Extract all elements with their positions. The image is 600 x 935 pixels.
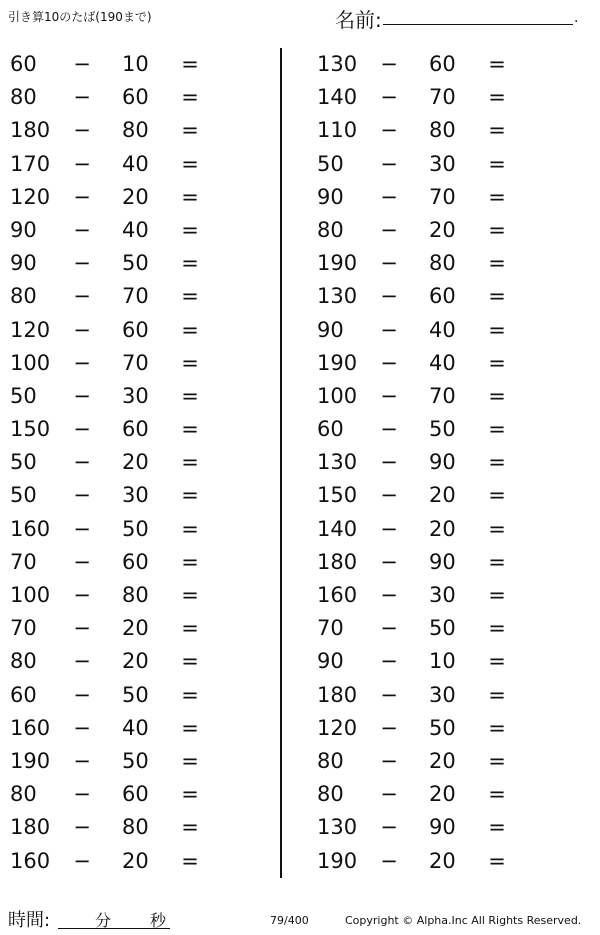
minuend: 190 — [10, 748, 51, 773]
subtrahend: 50 — [429, 616, 456, 641]
equals-sign: = — [181, 383, 199, 408]
equals-sign: = — [181, 450, 199, 475]
equals-sign: = — [181, 715, 199, 740]
copyright: Copyright © Alpha.Inc All Rights Reserved. — [345, 914, 582, 927]
minus-sign: − — [73, 583, 91, 607]
equals-sign: = — [488, 583, 506, 607]
equals-sign: = — [181, 516, 199, 541]
equals-sign: = — [488, 350, 506, 375]
subtrahend: 80 — [122, 815, 149, 840]
subtrahend: 50 — [122, 251, 149, 276]
subtrahend: 20 — [429, 217, 456, 242]
minus-sign: − — [380, 450, 398, 475]
minuend: 80 — [10, 782, 37, 807]
minus-sign: − — [73, 350, 91, 375]
minuend: 110 — [317, 118, 358, 143]
minuend: 120 — [10, 184, 51, 209]
minuend: 170 — [10, 151, 51, 176]
equals-sign: = — [181, 649, 199, 674]
minuend: 80 — [317, 782, 344, 807]
minuend: 120 — [10, 317, 51, 342]
minuend: 140 — [317, 516, 358, 541]
minus-sign: − — [380, 217, 398, 242]
minus-sign: − — [73, 85, 91, 110]
equals-sign: = — [181, 184, 199, 209]
minus-sign: − — [73, 715, 91, 740]
minuend: 60 — [10, 682, 37, 707]
equals-sign: = — [488, 748, 506, 773]
subtrahend: 30 — [122, 383, 149, 408]
minus-sign: − — [380, 715, 398, 740]
equals-sign: = — [488, 715, 506, 740]
minus-sign: − — [73, 217, 91, 242]
equals-sign: = — [488, 52, 506, 76]
column-divider — [280, 48, 282, 878]
subtrahend: 30 — [429, 682, 456, 707]
subtrahend: 20 — [429, 748, 456, 773]
subtrahend: 60 — [122, 782, 149, 807]
minus-sign: − — [380, 151, 398, 176]
minus-sign: − — [73, 317, 91, 342]
minus-sign: − — [380, 118, 398, 143]
subtrahend: 60 — [122, 549, 149, 574]
minutes-label: 分 — [95, 911, 112, 930]
minus-sign: − — [380, 317, 398, 342]
minuend: 160 — [317, 583, 358, 607]
equals-sign: = — [488, 782, 506, 807]
minus-sign: − — [73, 782, 91, 807]
minuend: 100 — [10, 350, 51, 375]
minus-sign: − — [73, 118, 91, 143]
minus-sign: − — [73, 52, 91, 76]
minuend: 130 — [317, 450, 358, 475]
name-label: 名前: — [335, 8, 382, 32]
subtrahend: 60 — [122, 417, 149, 442]
minus-sign: − — [73, 616, 91, 641]
minuend: 90 — [10, 217, 37, 242]
equals-sign: = — [181, 483, 199, 508]
subtrahend: 80 — [429, 118, 456, 143]
minus-sign: − — [380, 483, 398, 508]
minuend: 190 — [317, 251, 358, 276]
equals-sign: = — [181, 848, 199, 873]
minuend: 180 — [317, 682, 358, 707]
minus-sign: − — [73, 649, 91, 674]
minuend: 180 — [10, 815, 51, 840]
minuend: 90 — [10, 251, 37, 276]
equals-sign: = — [181, 748, 199, 773]
minus-sign: − — [73, 483, 91, 508]
minuend: 70 — [10, 549, 37, 574]
minuend: 160 — [10, 516, 51, 541]
equals-sign: = — [181, 85, 199, 110]
equals-sign: = — [488, 118, 506, 143]
minuend: 190 — [317, 848, 358, 873]
subtrahend: 70 — [429, 85, 456, 110]
subtrahend: 50 — [429, 715, 456, 740]
minus-sign: − — [73, 284, 91, 309]
equals-sign: = — [488, 217, 506, 242]
subtrahend: 30 — [429, 151, 456, 176]
subtrahend: 10 — [429, 649, 456, 674]
minus-sign: − — [380, 815, 398, 840]
worksheet-title: 引き算10のたば(190まで) — [8, 10, 152, 24]
minus-sign: − — [380, 616, 398, 641]
subtrahend: 50 — [122, 748, 149, 773]
subtrahend: 80 — [429, 251, 456, 276]
equals-sign: = — [181, 782, 199, 807]
minus-sign: − — [73, 848, 91, 873]
equals-sign: = — [181, 151, 199, 176]
subtrahend: 10 — [122, 52, 149, 76]
minuend: 60 — [317, 417, 344, 442]
equals-sign: = — [181, 417, 199, 442]
minuend: 140 — [317, 85, 358, 110]
minus-sign: − — [380, 52, 398, 76]
minuend: 180 — [10, 118, 51, 143]
minuend: 90 — [317, 184, 344, 209]
equals-sign: = — [181, 217, 199, 242]
equals-sign: = — [181, 118, 199, 143]
minuend: 80 — [10, 85, 37, 110]
equals-sign: = — [181, 52, 199, 76]
minuend: 130 — [317, 815, 358, 840]
minus-sign: − — [73, 549, 91, 574]
subtrahend: 70 — [122, 350, 149, 375]
equals-sign: = — [488, 251, 506, 276]
equals-sign: = — [488, 848, 506, 873]
minuend: 80 — [317, 217, 344, 242]
subtrahend: 60 — [122, 85, 149, 110]
minus-sign: − — [73, 450, 91, 475]
equals-sign: = — [488, 649, 506, 674]
subtrahend: 20 — [429, 483, 456, 508]
subtrahend: 90 — [429, 450, 456, 475]
minus-sign: − — [380, 516, 398, 541]
subtrahend: 50 — [429, 417, 456, 442]
subtrahend: 80 — [122, 118, 149, 143]
minuend: 70 — [317, 616, 344, 641]
minuend: 160 — [10, 848, 51, 873]
minuend: 100 — [317, 383, 358, 408]
equals-sign: = — [181, 616, 199, 641]
minuend: 50 — [10, 450, 37, 475]
minus-sign: − — [380, 417, 398, 442]
equals-sign: = — [488, 549, 506, 574]
minus-sign: − — [380, 848, 398, 873]
subtrahend: 20 — [122, 649, 149, 674]
equals-sign: = — [181, 583, 199, 607]
subtrahend: 70 — [122, 284, 149, 309]
subtrahend: 60 — [429, 52, 456, 76]
subtrahend: 40 — [122, 151, 149, 176]
subtrahend: 50 — [122, 516, 149, 541]
minuend: 130 — [317, 284, 358, 309]
subtrahend: 90 — [429, 549, 456, 574]
minuend: 90 — [317, 649, 344, 674]
minuend: 80 — [317, 748, 344, 773]
minus-sign: − — [73, 748, 91, 773]
subtrahend: 60 — [122, 317, 149, 342]
minuend: 120 — [317, 715, 358, 740]
equals-sign: = — [488, 417, 506, 442]
minus-sign: − — [73, 251, 91, 276]
minuend: 190 — [317, 350, 358, 375]
subtrahend: 40 — [122, 217, 149, 242]
minus-sign: − — [380, 350, 398, 375]
minus-sign: − — [73, 383, 91, 408]
equals-sign: = — [488, 85, 506, 110]
name-end-dot: . — [574, 10, 579, 26]
minus-sign: − — [380, 583, 398, 607]
minus-sign: − — [380, 251, 398, 276]
equals-sign: = — [181, 251, 199, 276]
minuend: 90 — [317, 317, 344, 342]
minuend: 160 — [10, 715, 51, 740]
minuend: 80 — [10, 284, 37, 309]
subtrahend: 20 — [429, 782, 456, 807]
equals-sign: = — [488, 483, 506, 508]
minuend: 50 — [317, 151, 344, 176]
equals-sign: = — [488, 284, 506, 309]
minuend: 150 — [317, 483, 358, 508]
time-label: 時間: — [8, 910, 51, 931]
subtrahend: 20 — [122, 616, 149, 641]
minus-sign: − — [73, 417, 91, 442]
subtrahend: 20 — [429, 848, 456, 873]
minus-sign: − — [73, 184, 91, 209]
subtrahend: 40 — [122, 715, 149, 740]
equals-sign: = — [181, 350, 199, 375]
minus-sign: − — [380, 649, 398, 674]
minus-sign: − — [380, 682, 398, 707]
subtrahend: 30 — [122, 483, 149, 508]
minus-sign: − — [380, 383, 398, 408]
minuend: 50 — [10, 483, 37, 508]
equals-sign: = — [488, 151, 506, 176]
equals-sign: = — [488, 682, 506, 707]
minus-sign: − — [380, 549, 398, 574]
minuend: 130 — [317, 52, 358, 76]
minus-sign: − — [73, 151, 91, 176]
minuend: 100 — [10, 583, 51, 607]
name-blank[interactable] — [383, 24, 573, 25]
equals-sign: = — [488, 383, 506, 408]
equals-sign: = — [488, 184, 506, 209]
minus-sign: − — [380, 184, 398, 209]
subtrahend: 40 — [429, 350, 456, 375]
equals-sign: = — [488, 815, 506, 840]
minus-sign: − — [380, 782, 398, 807]
equals-sign: = — [181, 682, 199, 707]
minuend: 150 — [10, 417, 51, 442]
subtrahend: 70 — [429, 184, 456, 209]
minuend: 60 — [10, 52, 37, 76]
subtrahend: 80 — [122, 583, 149, 607]
minus-sign: − — [73, 516, 91, 541]
subtrahend: 20 — [122, 184, 149, 209]
equals-sign: = — [488, 450, 506, 475]
equals-sign: = — [181, 317, 199, 342]
equals-sign: = — [181, 549, 199, 574]
minuend: 50 — [10, 383, 37, 408]
subtrahend: 50 — [122, 682, 149, 707]
minus-sign: − — [380, 85, 398, 110]
equals-sign: = — [181, 284, 199, 309]
subtrahend: 60 — [429, 284, 456, 309]
minus-sign: − — [73, 682, 91, 707]
page-number: 79/400 — [270, 914, 309, 927]
subtrahend: 20 — [122, 848, 149, 873]
subtrahend: 20 — [429, 516, 456, 541]
equals-sign: = — [488, 317, 506, 342]
subtrahend: 30 — [429, 583, 456, 607]
minus-sign: − — [380, 748, 398, 773]
minuend: 180 — [317, 549, 358, 574]
subtrahend: 40 — [429, 317, 456, 342]
subtrahend: 90 — [429, 815, 456, 840]
seconds-label: 秒 — [150, 911, 167, 930]
equals-sign: = — [488, 516, 506, 541]
subtrahend: 20 — [122, 450, 149, 475]
minus-sign: − — [380, 284, 398, 309]
subtrahend: 70 — [429, 383, 456, 408]
minuend: 70 — [10, 616, 37, 641]
equals-sign: = — [181, 815, 199, 840]
equals-sign: = — [488, 616, 506, 641]
minuend: 80 — [10, 649, 37, 674]
minus-sign: − — [73, 815, 91, 840]
